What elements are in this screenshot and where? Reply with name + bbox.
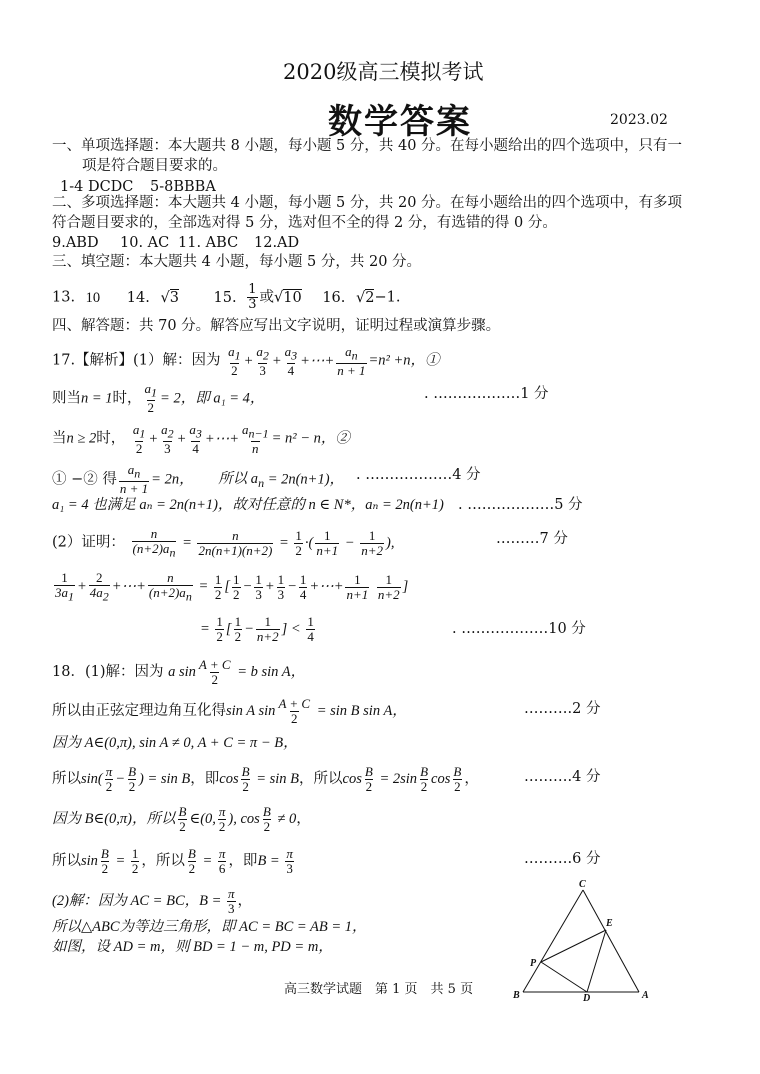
label-p: P (530, 958, 537, 969)
label-d: D (583, 993, 591, 1004)
q17-score-4: ………7 分 (496, 531, 568, 547)
q15-label: 15. (213, 289, 237, 306)
section1-heading-line2: 项是符合题目要求的。 (82, 158, 227, 174)
q18-line7-prefix: (2)解：因为 AC = BC， (52, 892, 200, 909)
q17-line3-tail: = n² − n，② (271, 430, 350, 447)
q17-line2-mid: 时， (112, 390, 142, 407)
section4-heading: 四、解答题：共 70 分。解答应写出文字说明，证明过程或演算步骤。 (52, 318, 501, 334)
fill-in-answers: 13. 10 14. √3 15. $\frac{1}{3}$ 或√10 16. √2−1. (52, 282, 401, 312)
section1-answers-a: 1-4 DCDC (60, 179, 134, 195)
q18-line5-prefix: 因为 B∈(0,π)，所以 (52, 810, 176, 827)
segment-pe (541, 930, 606, 962)
section2-answer-12: 12.AD (254, 235, 300, 251)
q16-label: 16. (322, 289, 346, 306)
q17-score-3: . ………………5 分 (458, 497, 583, 513)
q16-root: 2 (365, 289, 375, 306)
q17-line8: = $\frac{1}{2}$ [ $\frac{1}{2}$ − $\frac{1}{n+2}$ ] < $\frac{1}{4}$ (200, 614, 314, 644)
q18-line8: 所以△ABC为等边三角形，即 AC = BC = AB = 1， (52, 919, 367, 935)
q17-line4-prefix: ① −② 得 (52, 471, 117, 488)
q17-line2-cond: n = 1 (81, 390, 113, 407)
section2-answer-11: 11. ABC (178, 235, 239, 251)
label-a: A (642, 990, 649, 1001)
subject-title: 数学答案 (328, 102, 472, 142)
q17-line4: ① −② 得 $\frac{a_n}{n + 1}$ = 2n， 所以 $a_n = 2n(n+1)$， (52, 462, 345, 496)
q18-line2-prefix: 所以由正弦定理边角互化得 (52, 702, 226, 719)
q18-line2: 所以由正弦定理边角互化得sin A sin $\frac{A + C}{2}$ = sin B sin A， (52, 696, 407, 726)
q17-line1: 17.【解析】(1）解：因为 $\frac{a_1}{2}$ + $\frac{a_2}{3}$ + $\frac{a_3}{4}$ +⋯+ $\frac{a_n}{n + 1}$ =n² +n，① (52, 344, 440, 378)
q17-line6-prefix: (2）证明： (52, 534, 125, 551)
section3-heading: 三、填空题：本大题共 4 小题，每小题 5 分，共 20 分。 (52, 254, 422, 270)
q17-line3-mid: 时， (96, 430, 126, 447)
section2-heading-line2: 符合题目要求的，全部选对得 5 分，选对但不全的得 2 分，有选错的得 0 分。 (52, 215, 557, 231)
q18-line6-prefix: 所以 (52, 852, 81, 869)
q18-line5: 因为 B∈(0,π)，所以 $\frac{B}{2}$ ∈(0, $\frac{\pi}{2}$ ), cos $\frac{B}{2}$ ≠ 0， (52, 804, 311, 834)
q17-line2: 则当n = 1时， $\frac{a_1}{2}$ = 2，即 a₁ = 4， (52, 381, 265, 415)
q13-answer: 10 (85, 289, 101, 306)
segment-pd (541, 962, 587, 992)
q15-denominator: 3 (248, 297, 257, 312)
q18-line7: (2)解：因为 AC = BC，B = $\frac{\pi}{3}$ ， (52, 886, 253, 916)
label-b: B (513, 990, 520, 1001)
triangle-lines (523, 890, 639, 992)
q15-root: 10 (283, 289, 302, 306)
section1-answers-b: 5-8BBBA (150, 179, 216, 195)
q17-score-2: . ………………4 分 (356, 467, 481, 483)
q17-line4-mid: 所以 a (218, 471, 259, 488)
q18-line3: 因为 A∈(0,π), sin A ≠ 0, A + C = π − B， (52, 735, 298, 751)
q17-line2-prefix: 则当 (52, 390, 81, 407)
q18-line1-label: 18．(1)解：因为 (52, 663, 164, 680)
section2-answer-10: 10. AC (120, 235, 170, 251)
page-footer: 高三数学试题 第 1 页 共 5 页 (284, 982, 474, 997)
q14-answer: 3 (169, 289, 179, 306)
q18-line4-prefix: 所以 (52, 770, 81, 787)
q17-score-5: . ………………10 分 (452, 621, 586, 637)
q13-label: 13. (52, 289, 76, 306)
exam-title: 2020级高三模拟考试 (283, 60, 484, 84)
q15-or: 或 (259, 289, 274, 306)
q17-line6: (2）证明： $\frac{n}{(n+2)a_n}$ = $\frac{n}{2n(n+1)(n+2)}$ = $\frac{1}{2}$ ·( $\frac{1}{n+1}$ − $\frac{1}{n+2}$ ), (52, 526, 395, 560)
q17-label: 17.【解析】(1）解：因为 (52, 352, 221, 369)
q17-line3-prefix: 当 (52, 430, 67, 447)
section2-answer-9: 9.ABD (52, 235, 99, 251)
q16-tail: −1. (374, 289, 401, 306)
q17-line3: 当n ≥ 2时， $\frac{a_1}{2}$ + $\frac{a_2}{3}$ + $\frac{a_3}{4}$ +⋯+ $\frac{a_{n-1}}{n}$ = n² − n，② (52, 422, 350, 456)
q18-line4: 所以sin( $\frac{\pi}{2}$ − $\frac{B}{2}$ ) = sin B，即cos $\frac{B}{2}$ = sin B，所以cos $\frac{B}{2}$ = 2sin $\frac{B}{2}$ cos $\frac{B}{2}$ ， (52, 764, 479, 794)
q15-numerator: 1 (248, 282, 257, 297)
date: 2023.02 (610, 112, 668, 128)
side-cb (523, 890, 583, 992)
section1-heading-line1: 一、单项选择题：本大题共 8 小题，每小题 5 分，共 40 分。在每小题给出的四个选项中，只有一 (52, 138, 683, 154)
label-c: C (579, 879, 586, 890)
segment-de (587, 930, 606, 992)
q18-line6: 所以sin $\frac{B}{2}$ = $\frac{1}{2}$ ，所以 $\frac{B}{2}$ = $\frac{\pi}{6}$ ，即B = $\frac{\pi}{3}$ (52, 846, 293, 876)
q18-line1: 18．(1)解：因为 a sin $\frac{A + C}{2}$ = b sin A， (52, 657, 306, 687)
triangle-figure (505, 876, 665, 1006)
q17-line2-eq: = 2，即 a₁ = 4， (160, 390, 265, 407)
section2-heading-line1: 二、多项选择题：本大题共 4 小题，每小题 5 分，共 20 分。在每小题给出的四个选项中，有多项 (52, 195, 683, 211)
q14-label: 14. (126, 289, 150, 306)
q18-score-2: ……….4 分 (524, 769, 601, 785)
q18-score-1: ……….2 分 (524, 701, 601, 717)
label-e: E (606, 918, 613, 929)
q17-line5: a₁ = 4 也满足 aₙ = 2n(n+1)，故对任意的 n ∈ N*，aₙ = 2n(n+1) (52, 497, 444, 513)
q18-score-3: ……….6 分 (524, 851, 601, 867)
q17-eq1-tail: =n² +n，① (368, 352, 440, 369)
q18-line9: 如图，设 AD = m，则 BD = 1 − m, PD = m， (52, 939, 333, 955)
q17-line3-cond: n ≥ 2 (66, 430, 97, 447)
q17-line7: $\frac{1}{3a_1}$ + $\frac{2}{4a_2}$ +⋯+ $\frac{n}{(n+2)a_n}$ = $\frac{1}{2}$ [ $\frac{1}{2}$ − $\frac{1}{3}$ + $\frac{1}{3}$ − $\frac{1}{4}$ +⋯+ $\frac{1}{n+1}$ $\frac{1}{n+2}$ ] (55, 570, 409, 604)
q17-score-1: . ………………1 分 (424, 386, 549, 402)
q17-line4-eq: = 2n， (151, 471, 194, 488)
q17-line4-res: = 2n(n+1)， (264, 471, 345, 488)
